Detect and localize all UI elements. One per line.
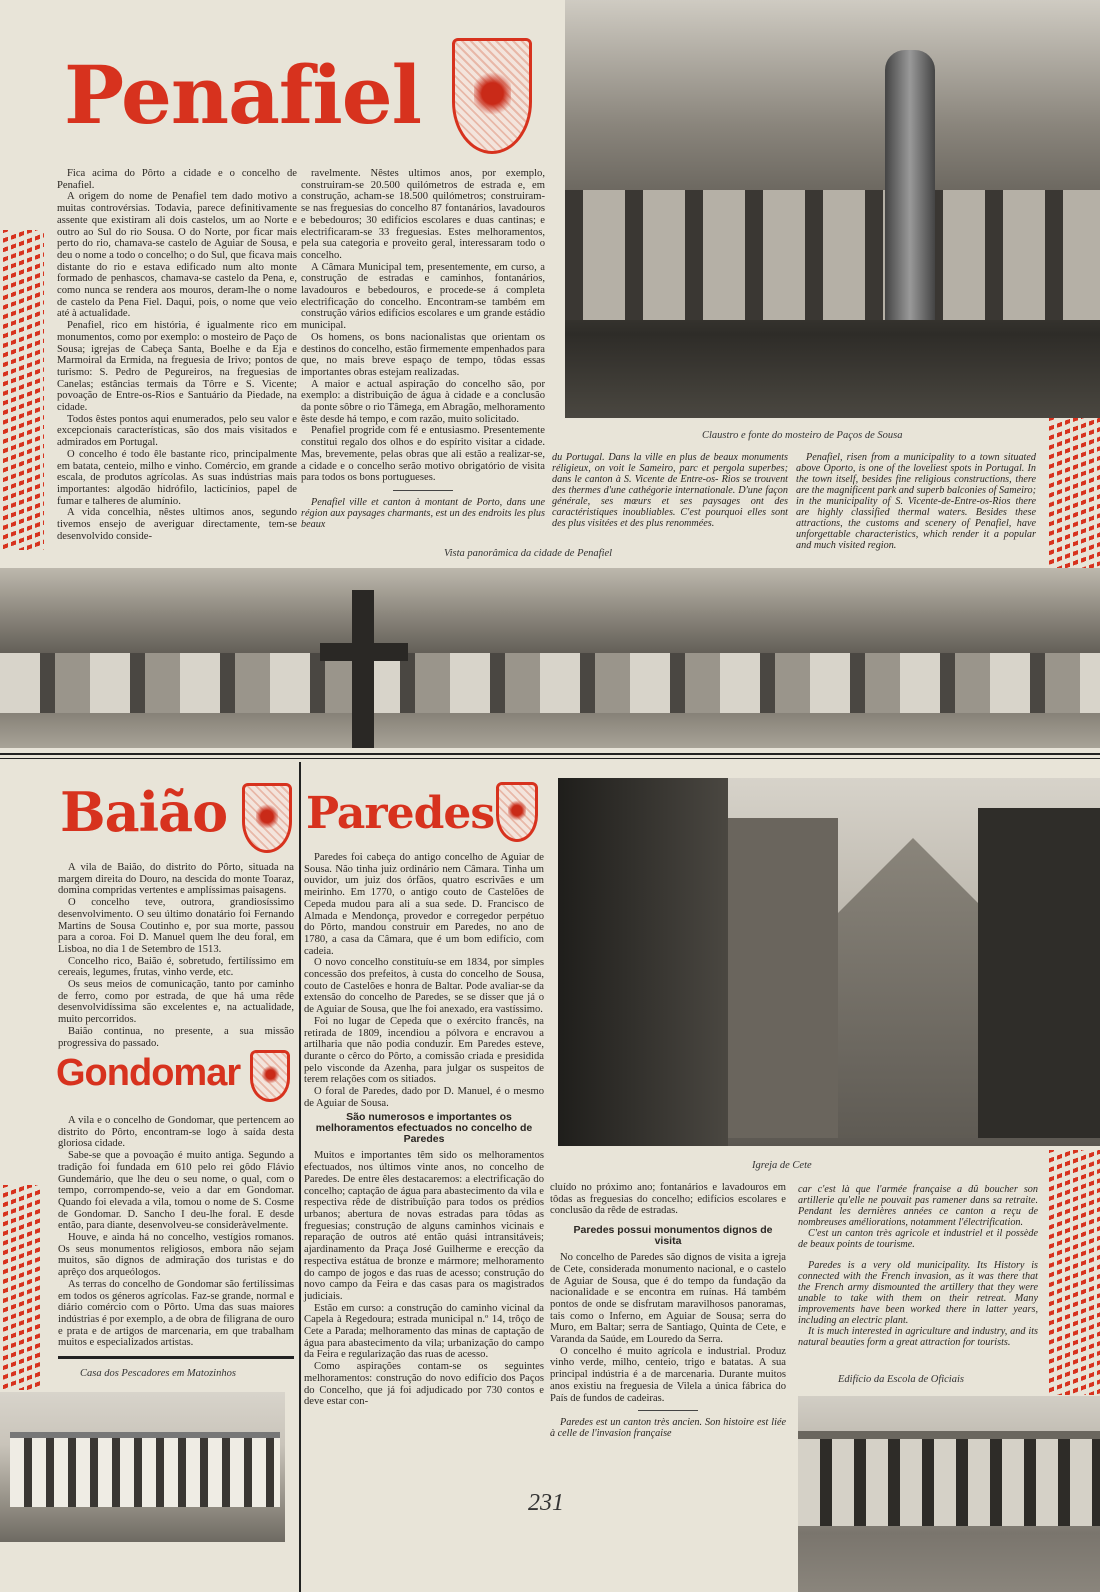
baiao-title: Baião	[60, 780, 228, 844]
penafiel-title: Penafiel	[64, 48, 421, 142]
fountain	[885, 50, 935, 320]
baiao-coat-of-arms	[242, 783, 292, 853]
cloister-fountain-photo	[565, 0, 1100, 418]
paragraph: A vila de Baião, do distrito do Pôrto, situada na margem direita do Douro, na descida do monte Toaraz, domina compridas vertentes e amplíssimas paisagens.	[58, 862, 294, 897]
cross	[352, 590, 374, 748]
paragraph: A maior e actual aspiração do concelho são, por exemplo: a distribuição de água à cidade e a conclusão da ponte sôbre o rio Tâmega, em Abragão, melhoramento êste desde há tempo, e com razão, muito solicitado.	[301, 378, 545, 425]
arcade	[565, 190, 1100, 320]
caption-panorama: Vista panorâmica da cidade de Penafiel	[444, 548, 613, 559]
caption-church: Igreja de Cete	[752, 1160, 812, 1171]
penafiel-french-column	[552, 452, 788, 529]
french-summary: Penafiel ville et canton à montant de Porto, dans une région aux paysages charmants, est un des endroits les plus beaux	[301, 496, 545, 530]
penafiel-coat-of-arms	[452, 38, 532, 154]
cross-arm	[320, 643, 408, 661]
red-wave-strip	[1046, 418, 1100, 573]
french-summary: car c'est là que l'armée française a dû boucher son artillerie qu'elle ne pouvait pas ramener dans sa retraite. Pendant les dernières années ce canton a reçu de nombreuses améliorations, notamment l'électrification.	[798, 1184, 1038, 1228]
paragraph: ravelmente. Nêstes ultimos anos, por exemplo, construiram-se 20.500 quilómetros de estrada e, em construção, acham-se 18.500 quilómetros; construiram-se nas freguesias do concelho 87 fontanários, lavadouros e bebedouros; 30 edifícios escolares e duas cantinas; e electrificaram-se 33 freguesias. Estes melhoramentos, pela sua categoria e proveito geral, interessaram todo o concelho.	[301, 168, 545, 261]
english-summary: Penafiel, risen from a municipality to a town situated above Oporto, is one of the loveliest spots in Portugal. In the town itself, besides fine religious constructions, there are the magnificent park and superb balconies of Sameiro; in the municipality of S. Vicente-de-Entre-os-Rios there are highly classified thermal waters. Besides these attractions, the customs and scenery of Penafiel, have unforgettable characteristics, which render it a popular and much visited region.	[796, 452, 1036, 551]
english-summary: It is much interested in agriculture and industry, and its natural beauties form a great attraction for tourists.	[798, 1326, 1038, 1348]
column-rule	[299, 762, 301, 1592]
paragraph: Houve, e ainda há no concelho, vestígios romanos. Os seus monumentos religiosos, embora não sejam muitos, são dignos de admiração dos turistas e do aprêço dos arqueólogos.	[58, 1232, 294, 1279]
section-heading: Paredes possui monumentos dignos de visita	[573, 1224, 773, 1248]
paredes-french-english-column	[798, 1184, 1038, 1348]
paragraph: O concelho é muito agrícola e industrial. Produz vinho verde, milho, centeio, trigo e batatas. A sua principal indústria é a de marcenaria. Durante muitos anos existiu na freguesia de Vilela a única fábrica do País de fundos de cadeiras.	[550, 1345, 786, 1404]
paragraph: Penafiel progride com fé e entusiasmo. Presentemente constitui regalo dos olhos e do espírito visitar a cidade. Mas, brevemente, pelas obras que ali estão a realizar-se, a cidade e o concelho serão motivo obrigatório de visita para todos os bons portugueses.	[301, 425, 545, 484]
baiao-text	[58, 862, 294, 1049]
paragraph: O novo concelho constituíu-se em 1834, por simples concessão dos prefeitos, à custa do concelho de Sousa, couto de Castelões e honra de Baltar. Pode avaliar-se da extensão do concelho de Paredes, se se disser que já o de Aguiar de Sousa, que lhe foi anexado, era vastíssimo.	[304, 957, 544, 1016]
divider	[638, 1410, 698, 1411]
french-summary: du Portugal. Dans la ville en plus de beaux monuments réligieux, on voit le Sameiro, parc et pergola superbes; dans le canton à S. Vicente de Entre-os- Rios se trouvent des thermes d'une cathégorie internationale. D'une façon générale, ses mœurs et ses paysages ont des caractéristiques inoubliables. C'est pourquoi elles sont des plus visitées et des plus renommées.	[552, 452, 788, 529]
gondomar-title: Gondomar	[56, 1052, 241, 1094]
french-summary: Paredes est un canton très ancien. Son histoire est liée à celle de l'invasion française	[550, 1417, 786, 1440]
church-facade	[838, 838, 988, 1138]
paragraph: Todos êstes pontos aqui enumerados, pelo seu valor e excepcionais características, são dos mais visitados e admirados em Portugal.	[57, 413, 297, 449]
caption-cloister: Claustro e fonte do mosteiro de Paços de Sousa	[702, 430, 903, 441]
school-building-photo	[798, 1396, 1100, 1592]
paragraph: A origem do nome de Penafiel tem dado motivo a muitas controvérsias. Todavia, parece definitivamente assente que existiram ali dois castelos, um ao Norte e outro ao Sul do rio Sousa. O do Norte, por ficar mais perto do rio, chamava-se castelo de Aguiar de Sousa, e deu o nome a todo o concelho; o do Sul, que ficava mais distante do rio e estava edificado num alto monte formado de penhascos, chamava-se castelo da Pena, e, como nunca se rendera aos mouros, deram-lhe o nome de castelo da Pena Fiel. Daqui, pois, o nome que veio até à actualidade.	[57, 191, 297, 320]
gondomar-coat-of-arms	[250, 1050, 290, 1102]
paredes-coat-of-arms	[496, 782, 538, 842]
section-heading: São numerosos e importantes os melhoramentos efectuados no concelho de Paredes	[315, 1111, 533, 1146]
divider	[58, 1356, 294, 1359]
paragraph: No concelho de Paredes são dignos de visita a igreja de Cete, considerada monumento nacional, e o castelo de Aguiar de Sousa, que é do tempo da fundação da nacionalidade e se encontra em ruínas. Há também pontos de onde se disfrutam maravilhosos panoramas, tais como o Inferno, em Aguiar de Sousa; serra do Muro, em Baltar; serra de Santiago, Quinta de Cete, e Varanda da Saúde, em Louredo da Serra.	[550, 1252, 786, 1346]
paragraph: Concelho rico, Baião é, sobretudo, fertilíssimo em cereais, legumes, frutas, vinho verde, etc.	[58, 955, 294, 979]
caption-fishermen-house: Casa dos Pescadores em Matozinhos	[80, 1368, 236, 1379]
paragraph: Fica acima do Pôrto a cidade e o concelho de Penafiel.	[57, 168, 297, 191]
red-wave-strip	[1046, 1150, 1100, 1395]
paragraph: Como aspirações contam-se os seguintes melhoramentos: construção do novo edifício dos Paços do Concelho, que já foi adjudicado por 730 contos e deve estar con-	[304, 1361, 544, 1408]
paragraph: Muitos e importantes têm sido os melhoramentos efectuados, nos últimos vinte anos, no concelho de Paredes. De entre êles destacaremos: a electrificação do concelho; captação de água para abastecimento da vila e respectiva rêde de distribuïção para todos os prédios urbanos; abertura de novas estradas para tôdas as freguesias; construção de alguns caminhos vicinais e reparação de outros até então quási intransitáveis; ajardinamento da Praça José Guilherme e erecção da respectiva estátua de bronze e mármore; melhoramento do campo de jogos e das ruas de acesso; construção do novo campo da Feira e das casas para os magistrados judiciais.	[304, 1150, 544, 1302]
paragraph: cluído no próximo ano; fontanários e lavadouros em tôdas as freguesias do concelho; edifícios escolares e conclusão da rêde de estradas.	[550, 1182, 786, 1217]
side-wall	[978, 808, 1100, 1138]
divider	[393, 490, 453, 491]
penafiel-column-2	[301, 168, 545, 530]
cete-church-photo	[558, 778, 1100, 1146]
paragraph: A Câmara Municipal tem, presentemente, em curso, a construção de estradas e caminhos, fontanários, lavadouros e bebedouros, e procede-se á completa electrificação do concelho. Encontram-se também em construção vários edifícios escolares e um grande estádio municipal.	[301, 261, 545, 332]
paragraph: Sabe-se que a povoação é muito antiga. Segundo a tradição foi fundada em 610 pelo rei gôdo Flávio Gundemário, que lhe deu o seu nome, o qual, com o tempo, corrompendo-se, veio a dar em Gondomar. Quando foi elevada a vila, tomou o nome de S. Cosme de Gondomar. D. Sancho I deu-lhe foral. E desde então, para diante, desenvolveu-se consideràvelmente.	[58, 1150, 294, 1232]
paragraph: Paredes foi cabeça do antigo concelho de Aguiar de Sousa. Não tinha juiz ordinário nem Câmara. Tinha um ouvidor, um juiz dos órfãos, quatro escrivães e um meirinho. Em 1770, o antigo couto de Castelões de Cepeda mudou para ali a sua sede. D. Francisco de Almada e Mendonça, provedor e corregedor perpétuo do Pôrto, mandou construir em Paredes, no ano de 1780, a casa da Câmara, que é um bom edifício, com cadeia.	[304, 852, 544, 957]
panorama-photo	[0, 568, 1100, 748]
rooftops	[0, 653, 1100, 713]
paragraph: A vida concelhia, nêstes ultimos anos, segundo tivemos ensejo de averiguar directamente, tem-se desenvolvido conside-	[57, 507, 297, 542]
paragraph: O concelho é todo êle bastante rico, principalmente em batata, centeio, milho e vinho. Comércio, em grande escala, de produtos agrícolas. As suas indústrias mais importantes: algodão hidrófilo, lacticínios, papel de fumar e talheres de alumínio.	[57, 448, 297, 507]
trees	[558, 778, 728, 1146]
paragraph: A vila e o concelho de Gondomar, que pertencem ao distrito do Pôrto, encontram-se logo à saída desta gloriosa cidade.	[58, 1115, 294, 1150]
paragraph: As terras do concelho de Gondomar são fertilíssimas em todos os géneros agrícolas. Faz-se grande, normal e diário comércio com o Pôrto. Uma das suas maiores indústrias é por exemplo, a de obra de filigrana de ouro e prata e de artigos de marcenaria, em que trabalham muitos e especializados artistas.	[58, 1278, 294, 1349]
penafiel-column-1	[57, 168, 297, 543]
building	[10, 1432, 280, 1507]
paragraph: Estão em curso: a construção do caminho vicinal da Capela à Regedoura; estrada municipal n.º 14, trôço de Cete a Parada; melhoramento das minas de captação de água para abastecimento da vila; urbanização do campo da Feira e regularização das ruas de acesso.	[304, 1302, 544, 1361]
paragraph: Baião continua, no presente, a sua missão progressiva do passado.	[58, 1025, 294, 1049]
paragraph: O concelho teve, outrora, grandiosíssimo desenvolvimento. O seu último donatário foi Fernando Martins de Sousa Coutinho e, por sua morte, passou para a coroa. Foi D. Manuel quem lhe deu foral, em Lisboa, no dia 1 de Setembro de 1513.	[58, 897, 294, 955]
paredes-column-1	[304, 852, 544, 1408]
paragraph: Os seus meios de comunicação, tanto por caminho de ferro, como por estrada, de que há uma rêde desenvolvidíssima são excelentes e, na actualidade, muito percorridos.	[58, 979, 294, 1026]
paragraph: O foral de Paredes, dado por D. Manuel, é o mesmo de Aguiar de Sousa.	[304, 1086, 544, 1109]
caption-school: Edifício da Escola de Oficiais	[838, 1374, 964, 1385]
page-number: 231	[528, 1490, 564, 1516]
paredes-title: Paredes	[306, 788, 495, 839]
paredes-column-2	[550, 1182, 786, 1439]
red-wave-strip	[0, 230, 44, 550]
penafiel-english-column	[796, 452, 1036, 551]
gondomar-text	[58, 1115, 294, 1349]
paragraph: Penafiel, rico em história, é igualmente rico em monumentos, como por exemplo: o mosteiro de Paço de Sousa; igrejas de Cabeça Santa, Boelhe e da Eja e Marmoiral da Ermida, na freguesia de Irivo; pontos de turismo: S. Pedro de Pegureiros, na freguesias de Canelas; estâncias termais da Tôrre e S. Vicente; povoação de Entre-os-Rios e Santuário da Piedade, na cidade.	[57, 320, 297, 414]
red-wave-strip	[0, 1185, 42, 1390]
tower	[728, 818, 838, 1138]
fishermen-house-photo	[0, 1392, 285, 1542]
english-summary: Paredes is a very old municipality. Its History is connected with the French invasion, as it was there that the French army dismounted the artillery that they were unable to take with them on their retreat. Many improvements have been worked there in latter years, including an electric plant.	[798, 1260, 1038, 1326]
french-summary: C'est un canton très agricole et industriel et il possède de beaux points de tourisme.	[798, 1228, 1038, 1250]
paragraph: Foi no lugar de Cepeda que o exército francês, na retirada de 1809, incendiou a pólvora e encravou a artilharia que não podia conduzir. Em Paredes esteve, durante o cêrco do Pôrto, a comissão criada e presidida pelo visconde da Azenha, para julgar os suspeitos de terem relações com os sitiados.	[304, 1015, 544, 1086]
paragraph: Os homens, os bons nacionalistas que orientam os destinos do concelho, estão firmemente empenhados para que, no mais breve espaço de tempo, tôdas essas importantes obras estejam realizadas.	[301, 331, 545, 378]
section-rule	[0, 753, 1100, 759]
building	[798, 1431, 1100, 1526]
